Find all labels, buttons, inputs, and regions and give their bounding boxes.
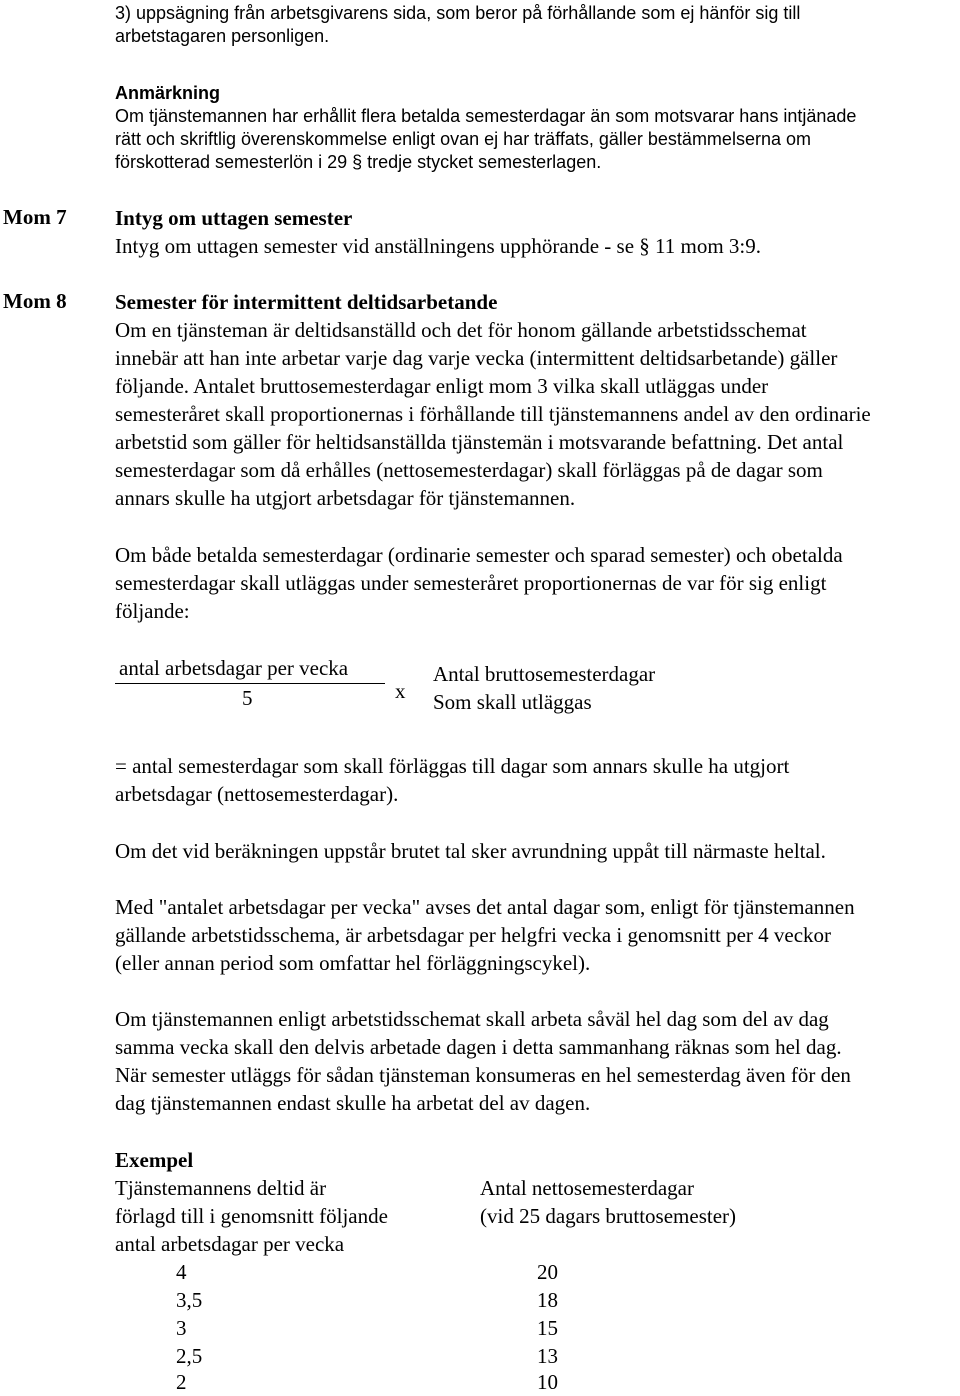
text-line: semesterdagar skall utläggas under semesteråret proportionernas de var för sig enligt — [115, 571, 827, 595]
mom7-heading: Intyg om uttagen semester — [115, 206, 353, 230]
text-line: Med "antalet arbetsdagar per vecka" avses det antal dagar som, enligt för tjänstemannen — [115, 895, 855, 919]
text-line: arbetstagaren personligen. — [115, 26, 330, 46]
text-line: innebär att han inte arbetar varje dag varje vecka (intermittent deltidsarbetande) gäller — [115, 346, 838, 370]
text-line: annars skulle ha utgjort arbetsdagar för tjänstemannen. — [115, 486, 576, 510]
mom7-text: Intyg om uttagen semester vid anställningens upphörande - se § 11 mom 3:9. — [115, 234, 762, 258]
anmarkning-heading: Anmärkning — [115, 83, 221, 103]
net-value: 20 — [537, 1260, 558, 1284]
text-line: (eller annan period som omfattar hel förläggningscykel). — [115, 951, 591, 975]
example-right-header — [480, 1174, 736, 1230]
days-value: 2 — [176, 1370, 187, 1394]
mom8-paragraph-6 — [115, 1005, 950, 1117]
text-line: antal arbetsdagar per vecka — [115, 1232, 345, 1256]
text-line: Om det vid beräkningen uppstår brutet tal sker avrundning uppåt till närmaste heltal. — [115, 839, 826, 863]
days-value: 4 — [176, 1260, 187, 1284]
text-line: semesteråret skall proportionernas i förhållande till tjänstemannens andel av den ordinarie — [115, 402, 871, 426]
text-line: dag tjänstemannen endast skulle ha arbetat del av dagen. — [115, 1091, 591, 1115]
mom7-section — [115, 204, 950, 260]
text-line: (vid 25 dagars bruttosemester) — [480, 1204, 737, 1228]
text-line: När semester utläggs för sådan tjänsteman konsumeras en hel semesterdag även för den — [115, 1063, 851, 1087]
net-value: 18 — [537, 1288, 558, 1312]
text-line: arbetsdagar (nettosemesterdagar). — [115, 782, 399, 806]
text-line: rätt och skriftlig överenskommelse enligt ovan ej har träffats, gäller bestämmelserna om — [115, 129, 811, 149]
text-line: förlagd till i genomsnitt följande — [115, 1204, 388, 1228]
net-value: 13 — [537, 1344, 558, 1368]
example-heading: Exempel — [115, 1148, 194, 1172]
text-line: följande. Antalet bruttosemesterdagar enligt mom 3 vilka skall utläggas under — [115, 374, 769, 398]
text-line: Antal nettosemesterdagar — [480, 1176, 694, 1200]
mom8-paragraph-5 — [115, 893, 950, 977]
intro-paragraph — [115, 2, 950, 48]
mom8-section — [115, 288, 950, 512]
mom8-paragraph-2 — [115, 541, 950, 625]
text-line: Om tjänstemannen har erhållit flera betalda semesterdagar än som motsvarar hans intjänade — [115, 106, 857, 126]
mom8-paragraph-3 — [115, 752, 950, 808]
anmarkning-section — [115, 82, 950, 174]
text-line: gällande arbetstidsschema, är arbetsdagar per helgfri vecka i genomsnitt per 4 veckor — [115, 923, 832, 947]
text-line: = antal semesterdagar som skall förläggas till dagar som annars skulle ha utgjort — [115, 754, 790, 778]
mom8-heading: Semester för intermittent deltidsarbetande — [115, 290, 498, 314]
text-line: Om både betalda semesterdagar (ordinarie semester och sparad semester) och obetalda — [115, 543, 843, 567]
text-line: Tjänstemannens deltid är — [115, 1176, 327, 1200]
net-value: 15 — [537, 1316, 558, 1340]
text-line: Om tjänstemannen enligt arbetstidsschemat skall arbeta såväl hel dag som del av dag — [115, 1007, 829, 1031]
mom8-paragraph-4 — [115, 837, 950, 865]
text-line: 3) uppsägning från arbetsgivarens sida, som beror på förhållande som ej hänför sig till — [115, 3, 801, 23]
net-value: 10 — [537, 1370, 558, 1394]
text-line: Om en tjänsteman är deltidsanställd och det för honom gällande arbetstidsschemat — [115, 318, 807, 342]
text-line: samma vecka skall den delvis arbetade dagen i detta sammanhang räknas som hel dag. — [115, 1035, 842, 1059]
text-line: följande: — [115, 599, 190, 623]
days-value: 2,5 — [176, 1344, 203, 1368]
formula-times-sign: x — [395, 679, 406, 703]
formula-numerator: antal arbetsdagar per vecka — [119, 656, 349, 680]
days-value: 3 — [176, 1316, 187, 1340]
formula-denominator: 5 — [242, 686, 253, 710]
text-line: förskotterad semesterlön i 29 § tredje stycket semesterlagen. — [115, 152, 602, 172]
example-left-header — [115, 1174, 388, 1258]
days-value: 3,5 — [176, 1288, 203, 1312]
text-line: arbetstid som gäller för heltidsanställda tjänstemän i motsvarande befattning. Det antal — [115, 430, 844, 454]
mom7-label: Mom 7 — [3, 205, 67, 229]
formula-right-line-2: Som skall utläggas — [433, 690, 592, 714]
formula-right-line-1: Antal bruttosemesterdagar — [433, 662, 656, 686]
text-line: semesterdagar som då erhålles (nettosemesterdagar) skall förläggas på de dagar som — [115, 458, 823, 482]
mom8-label: Mom 8 — [3, 289, 67, 313]
